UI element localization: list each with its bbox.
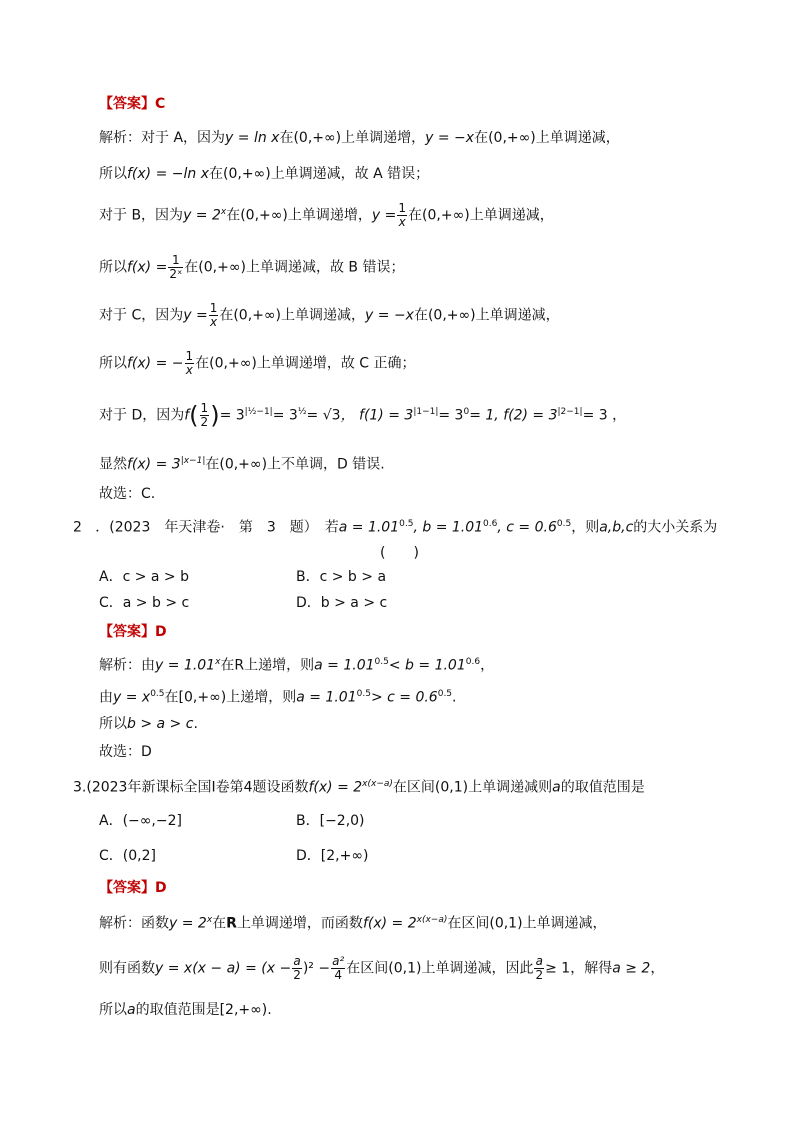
q3-answer: D bbox=[155, 880, 167, 896]
q1-line-9: 故选：C. bbox=[99, 486, 156, 502]
q3-option-c: C．(0,2] bbox=[99, 848, 156, 864]
q1-line-6: 所以f(x) = − $\frac{1}{x}$ 在(0,+∞)上单调递增，故 C 正确； bbox=[99, 349, 416, 377]
answer-label: 【答案】 bbox=[99, 624, 155, 640]
fraction: $\frac{1}{\text{2ˣ}}$ bbox=[169, 253, 183, 281]
q1-line-7: 对于 D，因为f( $\frac{1}{2}$ )= $3^{|\frac{1}{2}-1|}= 3^{\frac{1}{2}}= √3$， $f(1) = 3^{|1-1|}= 3^0= 1$, $f(2) = 3^{|2-1|}= 3$ ， bbox=[99, 401, 627, 430]
q1-line-3: 对于 B，因为$y = 2^x$在(0,+∞)上单调递增，y = $\frac{1}{x}$ 在(0,+∞)上单调递减， bbox=[99, 201, 554, 230]
q1-line-1: 解析：对于 A，因为y = ln x在(0,+∞)上单调递增，y = −x在(0,+∞)上单调递减， bbox=[99, 130, 620, 146]
q2-option-c: C．a > b > c bbox=[99, 595, 190, 611]
q3-option-d: D．[2,+∞) bbox=[296, 848, 369, 864]
q1-line-5: 对于 C，因为y = $\frac{1}{x}$ 在(0,+∞)上单调递减，y = −x在(0,+∞)上单调递减， bbox=[99, 301, 560, 329]
q1-answer: C bbox=[155, 96, 166, 112]
answer-label: 【答案】 bbox=[99, 880, 155, 896]
q2-solution-4: 故选：D bbox=[99, 744, 152, 760]
q2-answer-line bbox=[99, 622, 167, 642]
q1-line-4: 所以f(x) = $\frac{1}{\text{2ˣ}}$ 在(0,+∞)上单调递减，故 B 错误； bbox=[99, 253, 405, 281]
q3-solution-3: 所以a的取值范围是[2,+∞). bbox=[99, 1002, 272, 1018]
q3-answer-line bbox=[99, 878, 167, 898]
q2-option-a: A．c > a > b bbox=[99, 569, 190, 585]
answer-label: 【答案】 bbox=[99, 96, 155, 112]
q3-solution-1: 解析：函数$y = 2^x$在R上单调递增，而函数$f(x) = 2^{x(x-a)}$在区间(0,1)上单调递减， bbox=[99, 915, 607, 932]
q2-option-d: D．b > a > c bbox=[296, 595, 388, 611]
fraction: $\frac{1}{x}$ bbox=[209, 301, 218, 329]
q3-option-b: B．[−2,0) bbox=[296, 813, 365, 829]
q1-line-8: 显然$f(x) = 3^{|x-1|}$在(0,+∞)上不单调，D 错误. bbox=[99, 456, 385, 473]
fraction: $\frac{1}{2}$ bbox=[200, 401, 209, 430]
q3-header: 3.(2023年新课标全国Ⅰ卷第4题设函数$f(x) = 2^{x(x-a)}$在区间(0,1)上单调递减则a的取值范围是 bbox=[73, 779, 645, 796]
q2-header: 2 ．(2023 年天津卷· 第 3 题） 若$a = 1.01^{0.5}$, $b = 1.01^{0.6}$, $c = 0.6^{0.5}$，则a,b,c的大小关系为 bbox=[73, 519, 718, 536]
q3-solution-2: 则有函数y = x(x − a) = (x − $\frac{a}{2}$ )² − $\frac{\text{a²}}{4}$ 在区间(0,1)上单调递减，因此 $\frac{a}{2}$ ≥ 1，解得a ≥ 2， bbox=[99, 954, 665, 982]
q3-option-a: A．(−∞,−2] bbox=[99, 813, 182, 829]
q1-answer-line bbox=[99, 94, 165, 114]
fraction: $\frac{a}{2}$ bbox=[535, 954, 544, 982]
q2-paren: ( ) bbox=[380, 545, 419, 561]
fraction: $\frac{\text{a²}}{4}$ bbox=[332, 954, 345, 982]
fraction: $\frac{1}{x}$ bbox=[185, 349, 194, 377]
q2-option-b: B．c > b > a bbox=[296, 569, 387, 585]
q2-solution-1: 解析：由$y = 1.01^x$在R上递增，则$a = 1.01^{0.5}< b = 1.01^{0.6}$， bbox=[99, 657, 495, 674]
q2-solution-3: 所以b > a > c. bbox=[99, 716, 198, 732]
q2-answer: D bbox=[155, 624, 167, 640]
fraction: $\frac{1}{x}$ bbox=[398, 201, 407, 230]
q2-solution-2: 由$y = x^{0.5}$在[0,+∞)上递增，则$a = 1.01^{0.5}> c = 0.6^{0.5}$. bbox=[99, 689, 457, 706]
fraction: $\frac{a}{2}$ bbox=[293, 954, 301, 982]
q2-number: 2 bbox=[73, 519, 82, 536]
q1-line-2: 所以f(x) = −ln x在(0,+∞)上单调递减，故 A 错误； bbox=[99, 166, 430, 182]
